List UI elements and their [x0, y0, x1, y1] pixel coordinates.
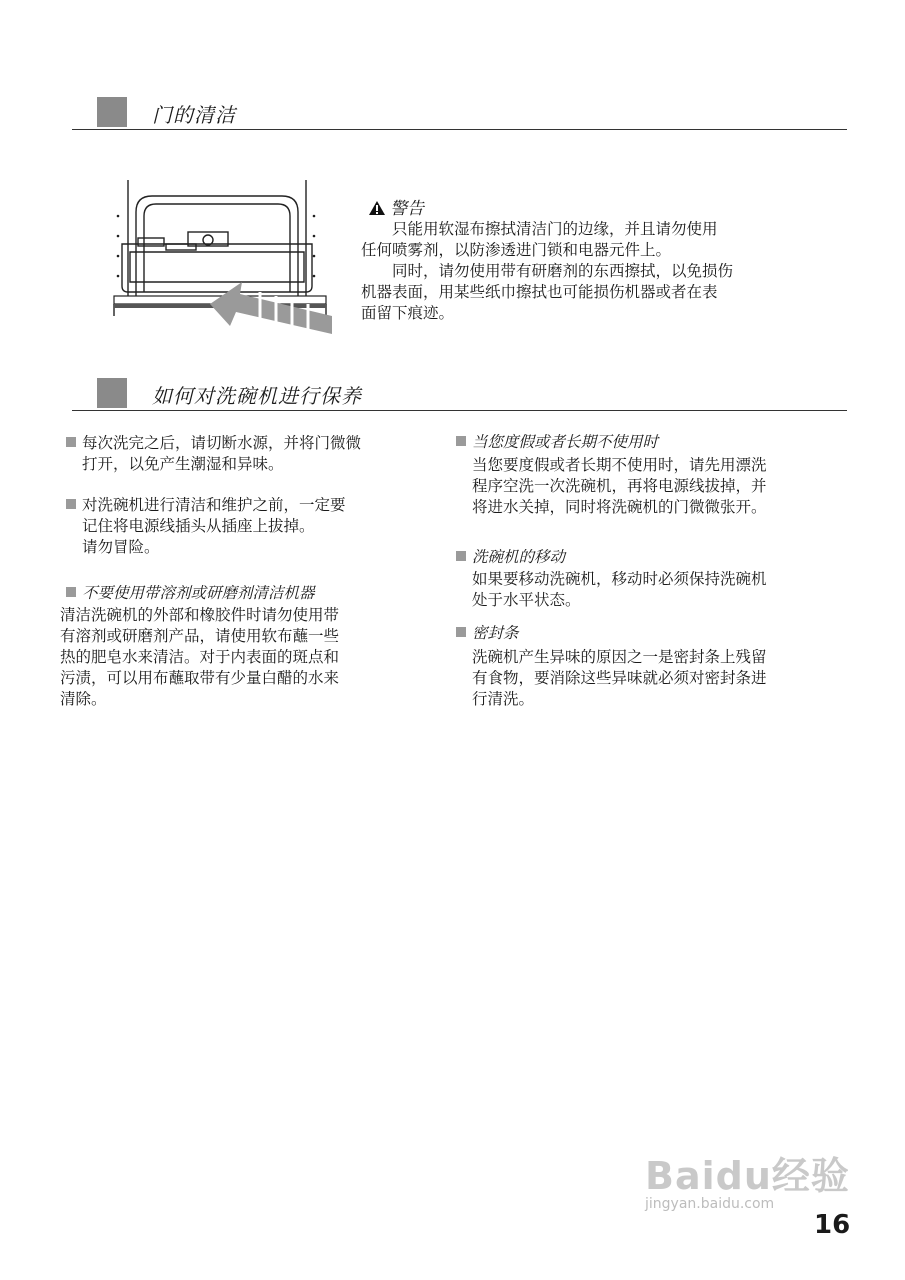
section-marker-square	[97, 378, 127, 408]
right-heading-moving	[456, 545, 565, 567]
bullet-square-icon	[456, 627, 466, 637]
text-line: 有溶剂或研磨剂产品，请使用软布蘸一些	[60, 627, 340, 645]
text-line: 行清洗。	[472, 690, 535, 708]
watermark-brand: Baidu经验	[645, 1154, 850, 1198]
text-line: 同时，请勿使用带有研磨剂的东西擦拭，以免损伤	[392, 262, 734, 280]
text-line: 清除。	[60, 690, 107, 708]
subheading-text: 不要使用带溶剂或研磨剂清洁机器	[82, 584, 315, 602]
baidu-watermark	[645, 1145, 850, 1212]
page-number: 16	[814, 1210, 851, 1240]
section-header-maintenance	[72, 378, 847, 411]
text-line: 将进水关掉，同时将洗碗机的门微微张开。	[472, 498, 767, 516]
subheading-text: 洗碗机的移动	[472, 548, 566, 566]
text-line: 污渍，可以用布蘸取带有少量白醋的水来	[60, 669, 340, 687]
warning-heading	[368, 194, 424, 219]
left-subheading	[66, 581, 315, 603]
text-line: 面留下痕迹。	[361, 304, 455, 322]
text-line: 有食物，要消除这些异味就必须对密封条进	[472, 669, 767, 687]
warning-title: 警告	[390, 199, 424, 219]
bullet-square-icon	[66, 499, 76, 509]
text-line: 热的肥皂水来清洁。对于内表面的斑点和	[60, 648, 340, 666]
text-line: 如果要移动洗碗机，移动时必须保持洗碗机	[472, 570, 767, 588]
dishwasher-door-illustration	[100, 176, 340, 336]
warning-triangle-icon	[368, 200, 386, 216]
bullet-square-icon	[456, 551, 466, 561]
right-body-seal	[472, 647, 852, 710]
bullet-square-icon	[66, 437, 76, 447]
watermark-url: jingyan.baidu.com	[645, 1196, 775, 1212]
text-line: 机器表面，用某些纸巾擦拭也可能损伤机器或者在表	[361, 283, 718, 301]
right-heading-seal	[456, 621, 519, 643]
text-line	[66, 433, 436, 454]
text-line: 只能用软湿布擦拭清洁门的边缘，并且请勿使用	[392, 220, 718, 238]
bullet-square-icon	[456, 436, 466, 446]
section-marker-square	[97, 97, 127, 127]
section-title: 门的清洁	[152, 103, 236, 127]
section-header-door-cleaning	[72, 97, 847, 130]
text-line: 打开，以免产生潮湿和异味。	[82, 455, 284, 473]
warning-paragraph-2	[361, 261, 831, 324]
text-line: 当您要度假或者长期不使用时，请先用漂洗	[472, 456, 767, 474]
left-subsection-body	[60, 605, 440, 710]
text-line: 洗碗机产生异味的原因之一是密封条上残留	[472, 648, 767, 666]
bullet-square-icon	[66, 587, 76, 597]
text-span: 每次洗完之后，请切断水源，并将门微微	[82, 434, 362, 452]
text-span: 对洗碗机进行清洁和维护之前，一定要	[82, 496, 346, 514]
left-bullet-1	[66, 433, 436, 475]
text-line: 处于水平状态。	[472, 591, 581, 609]
subheading-text: 密封条	[472, 624, 519, 642]
text-line	[66, 495, 436, 516]
subheading-text: 当您度假或者长期不使用时	[472, 433, 659, 451]
right-body-vacation	[472, 455, 852, 518]
text-line: 记住将电源线插头从插座上拔掉。	[82, 517, 315, 535]
right-body-moving	[472, 569, 852, 611]
text-line: 请勿冒险。	[82, 538, 160, 556]
text-line: 任何喷雾剂，以防渗透进门锁和电器元件上。	[361, 241, 672, 259]
left-bullet-2	[66, 495, 436, 558]
text-line: 清洁洗碗机的外部和橡胶件时请勿使用带	[60, 606, 340, 624]
warning-paragraph-1	[361, 219, 831, 261]
right-heading-vacation	[456, 430, 658, 452]
text-line: 程序空洗一次洗碗机，再将电源线拔掉，并	[472, 477, 767, 495]
section-title: 如何对洗碗机进行保养	[152, 384, 362, 408]
